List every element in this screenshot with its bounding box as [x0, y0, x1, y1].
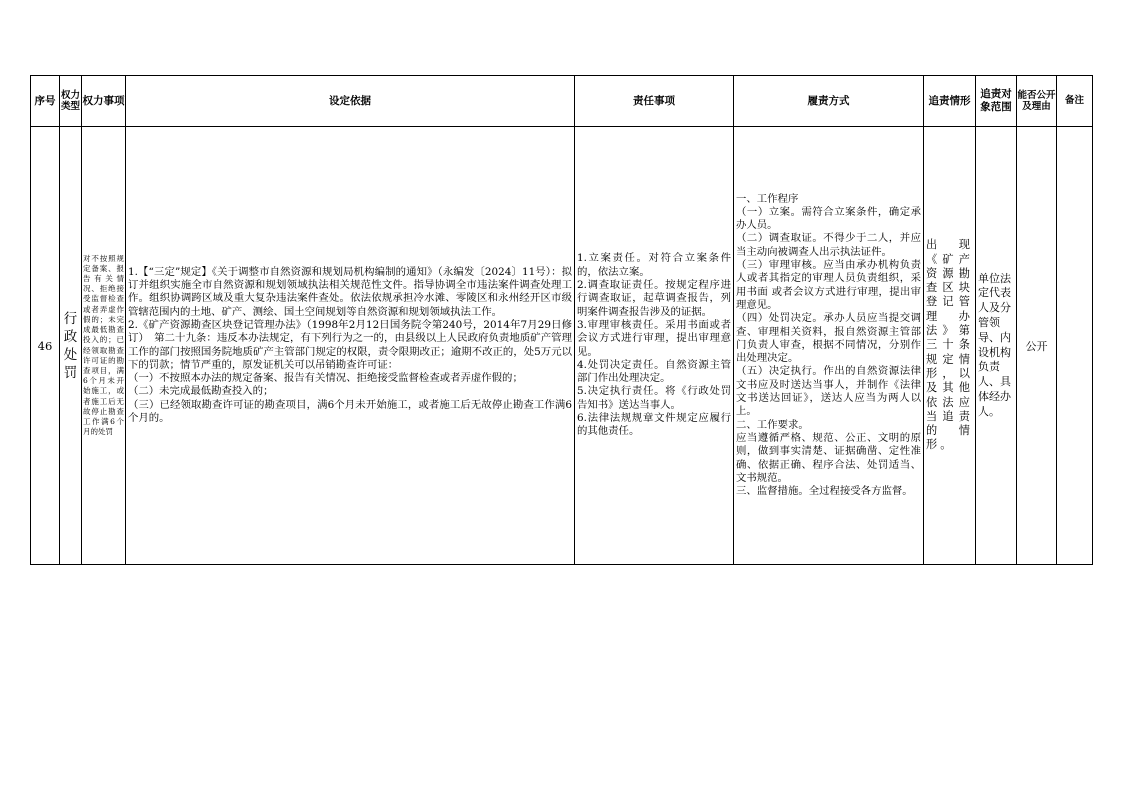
cell-seq: 46 — [31, 127, 60, 565]
responsibility-item: 6.法律法规规章文件规定应履行的其他责任。 — [577, 411, 731, 438]
header-power-item: 权力事项 — [82, 76, 126, 127]
power-list-table — [30, 75, 1093, 565]
responsibility-item: 2.调查取证责任。按规定程序进行调查取证，起草调查报告，列明案件调查报告涉及的证据。 — [577, 279, 731, 318]
header-remark: 备注 — [1057, 76, 1093, 127]
basis-paragraph: 1.【“三定”规定】《关于调整市自然资源和规划局机构编制的通知》（永编发〔2024〕11号）：拟订并组织实施全市自然资源和规划领域执法相关规范性文件。指导协调全市违法案件调查处理工作。组织协调跨区域及重大复杂违法案件查处。依法依规承担冷水滩、零陵区和永州经开区市级管辖范围内的土地、矿产、测绘、国土空间规划等自然资源和规划领域执法工作。 — [128, 265, 572, 318]
cell-remark — [1057, 127, 1093, 565]
method-item: （五）决定执行。作出的自然资源法律文书应及时送达当事人，并制作《法律文书送达回证》，送达人应当为两人以上。 — [736, 365, 921, 418]
responsibility-item: 5.决定执行责任。将《行政处罚告知书》送达当事人。 — [577, 385, 731, 411]
responsibility-item: 4.处罚决定责任。自然资源主管部门作出处理决定。 — [577, 358, 731, 385]
method-item: （四）处罚决定。承办人员应当提交调查、审理相关资料，报自然资源主管部门负责人审查，根据不同情况，分别作出处理决定。 — [736, 312, 921, 365]
cell-power-type: 行政处罚 — [60, 127, 82, 565]
cell-method — [734, 127, 924, 565]
method-item: 三、监督措施。全过程接受各方监督。 — [736, 485, 913, 498]
basis-paragraph: 2.《矿产资源勘查区块登记管理办法》（1998年2月12日国务院令第240号，2014年7月29日修订） 第二十九条：违反本办法规定，有下列行为之一的，由县级以上人民政府负责地质矿产管理工作的部门按照国务院地质矿产主管部门规定的权限，责令限期改正；逾期不改正的，处5万元以下的罚款；情节严重的，原发证机关可以吊销勘查许可证： — [128, 318, 572, 371]
basis-paragraph: （三）已经领取勘查许可证的勘查项目，满6个月未开始施工，或者施工后无故停止勘查工作满6个月的。 — [128, 398, 572, 424]
table-row — [31, 127, 1093, 565]
header-disclosure: 能否公开及理由 — [1017, 76, 1057, 127]
method-item: 二、工作要求。 — [736, 418, 809, 431]
cell-disclosure: 公开 — [1017, 127, 1057, 565]
header-method: 履责方式 — [734, 76, 924, 127]
cell-power-item: 对不按照规定备案、报告有关情况、拒绝接受监督检查或者弄虚作假的；未完成最低勘查投入的；已经领取勘查许可证的勘查项目，满6个月未开始施工，或者施工后无故停止勘查工作满6个月的处罚 — [82, 127, 126, 565]
header-power-type: 权力类型 — [60, 76, 82, 127]
method-item: （一）立案。需符合立案条件，确定承办人员。 — [736, 205, 921, 232]
header-responsibility: 责任事项 — [575, 76, 734, 127]
basis-paragraph: （一）不按照本办法的规定备案、报告有关情况、拒绝接受监督检查或者弄虚作假的； — [128, 372, 523, 385]
responsibility-item: 1.立案责任。对符合立案条件的，依法立案。 — [577, 252, 731, 278]
cell-responsibility — [575, 127, 734, 565]
method-item: 应当遵循严格、规范、公正、文明的原则，做到事实清楚、证据确凿、定性准确、依据正确、程序合法、处罚适当、文书规范。 — [736, 431, 921, 484]
method-item: （三）审理审核。应当由承办机构负责人或者其指定的审理人员负责组织，采用书面 或者会议方式进行审理，提出审理意见。 — [736, 259, 921, 311]
cell-scope: 单位法定代表人及分管领导、内设机构负责人、具体经办人。 — [976, 127, 1017, 565]
header-row — [31, 76, 1093, 127]
header-scope: 追责对象范围 — [976, 76, 1017, 127]
method-item: 一、工作程序 — [736, 192, 799, 205]
header-basis: 设定依据 — [126, 76, 575, 127]
basis-paragraph: （二）未完成最低勘查投入的； — [128, 385, 274, 398]
header-seq: 序号 — [31, 76, 60, 127]
method-item: （二）调查取证。不得少于二人，并应当主动向被调查人出示执法证件。 — [736, 232, 921, 258]
cell-basis — [126, 127, 575, 565]
responsibility-item: 3.审理审核责任。采用书面或者会议方式进行审理，提出审理意见。 — [577, 318, 731, 358]
header-accountability: 追责情形 — [924, 76, 976, 127]
cell-accountability: 出现《矿产资源勘查区块登记管理办法》第三十条规定情形，以及其他依法应当追责的情形。 — [924, 127, 976, 565]
